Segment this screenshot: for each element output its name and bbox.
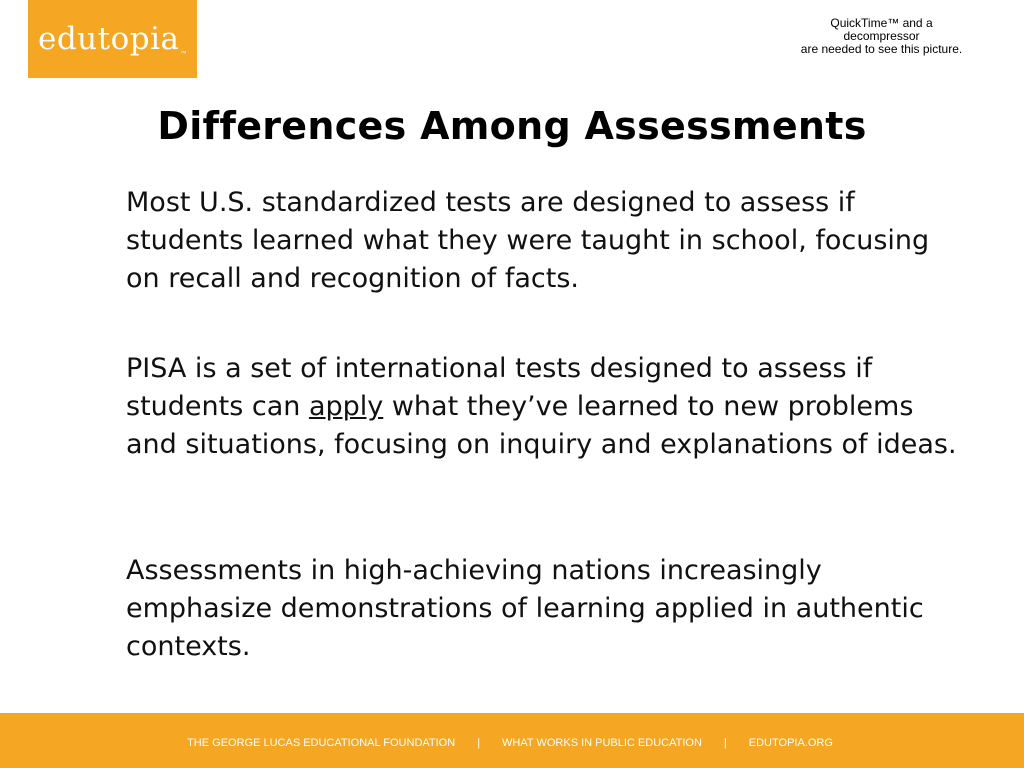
footer-content xyxy=(187,737,833,749)
paragraph-pisa xyxy=(126,350,966,464)
footer-bar xyxy=(0,713,1024,768)
footer-website: EDUTOPIA.ORG xyxy=(748,736,833,749)
footer-separator: | xyxy=(723,736,727,749)
paragraph-high-achieving-nations: Assessments in high-achieving nations increasingly emphasize demonstrations of learning applied in authentic contexts. xyxy=(126,555,924,662)
slide-title: Differences Among Assessments xyxy=(157,104,867,148)
paragraph-standardized-tests: Most U.S. standardized tests are designed to assess if students learned what they were taught in school, focusing on recall and recognition of facts. xyxy=(126,187,930,294)
footer-foundation: THE GEORGE LUCAS EDUCATIONAL FOUNDATION xyxy=(187,736,456,749)
logo-text: edutopia xyxy=(37,21,180,57)
pisa-text-after: what they’ve learned to new problems and situations, focusing on inquiry and explanations of ideas. xyxy=(126,391,957,460)
quicktime-line-2: decompressor xyxy=(843,29,920,43)
footer-tagline: WHAT WORKS IN PUBLIC EDUCATION xyxy=(502,736,702,749)
pisa-text-before: PISA is a set of international tests designed to assess if students can xyxy=(126,353,873,422)
footer-separator: | xyxy=(477,736,481,749)
apply-emphasis: apply xyxy=(308,391,384,422)
quicktime-line-3: are needed to see this picture. xyxy=(800,42,963,56)
quicktime-line-1: QuickTime™ and a xyxy=(830,16,933,30)
logo-trademark: ™ xyxy=(180,51,188,57)
quicktime-placeholder xyxy=(760,17,1003,56)
edutopia-logo xyxy=(38,21,187,57)
logo-box xyxy=(28,0,197,78)
